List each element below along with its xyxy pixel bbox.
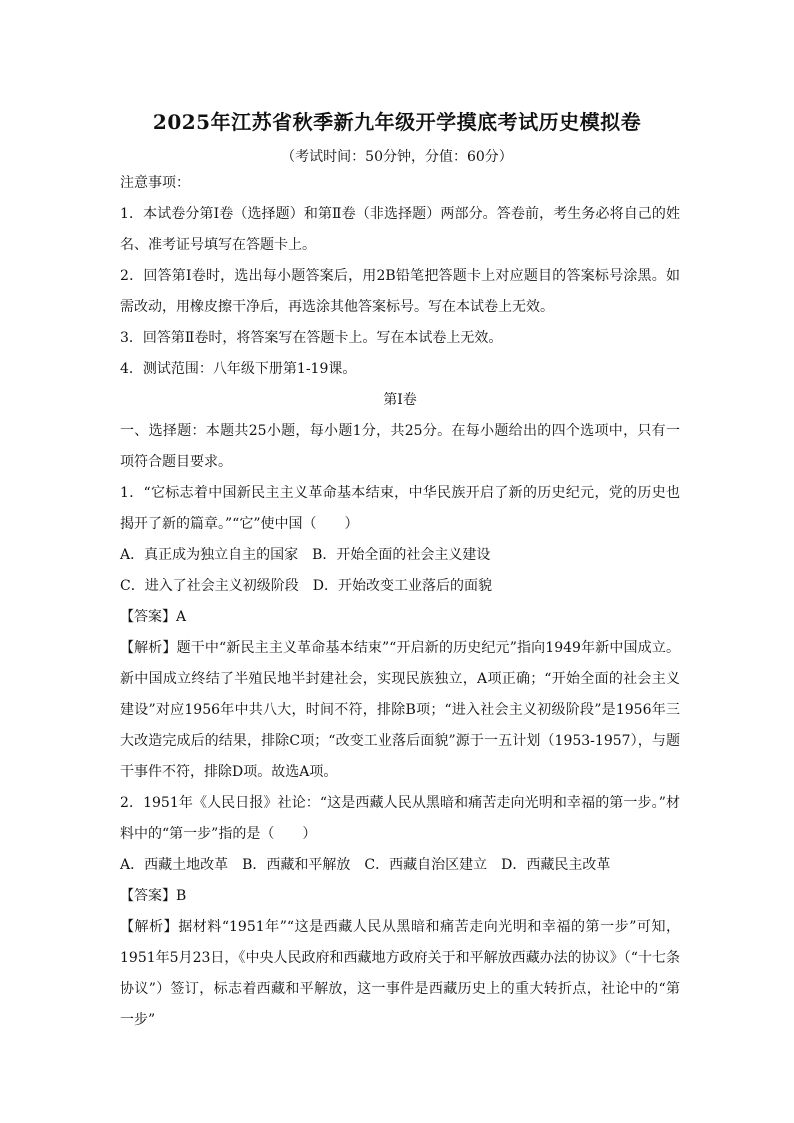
- question-2-options-row: [120, 850, 680, 881]
- document-body: [120, 168, 680, 1036]
- question-1-options-row-1: [120, 540, 680, 571]
- question-2-option-d: D．西藏民主改革: [501, 857, 611, 873]
- question-1-option-a: A．真正成为独立自主的国家: [120, 547, 299, 563]
- page-title: 2025年江苏省秋季新九年级开学摸底考试历史模拟卷: [152, 110, 642, 134]
- answer-value: B: [176, 888, 187, 904]
- question-1-stem: 1．“它标志着中国新民主主义革命基本结束，中华民族开启了新的历史纪元，党的历史也揭开了新的篇章。”“它”使中国（ ）: [120, 485, 680, 532]
- analysis-text: 据材料“1951年”“这是西藏人民从黑暗和痛苦走向光明和幸福的第一步”可知，1951年5月23日，《中央人民政府和西藏地方政府关于和平解放西藏办法的协议》（“十七条协议”）签订，标志着西藏和平解放，这一事件是西藏历史上的重大转折点，社论中的“第一步”: [120, 919, 681, 1028]
- section-instruction: 一、选择题：本题共25小题，每小题1分，共25分。在每小题给出的四个选项中，只有一项符合题目要求。: [120, 423, 680, 470]
- analysis-label: 【解析】: [120, 640, 177, 656]
- analysis-label: 【解析】: [120, 919, 179, 935]
- question-2-analysis: [120, 912, 680, 1036]
- question-2-option-a: A．西藏土地改革: [120, 857, 229, 873]
- notice-item-1: 1．本试卷分第Ⅰ卷（选择题）和第Ⅱ卷（非选择题）两部分。答卷前，考生务必将自己的姓名、准考证号填写在答题卡上。: [120, 206, 680, 253]
- exam-duration-score: （考试时间：50分钟，分值：60分）: [281, 149, 513, 165]
- answer-label: 【答案】: [120, 609, 176, 625]
- question-1-option-d: D．开始改变工业落后的面貌: [312, 578, 492, 594]
- question-2-option-b: B．西藏和平解放: [242, 857, 351, 873]
- notice-item-2: 2．回答第Ⅰ卷时，选出每小题答案后，用2B铅笔把答题卡上对应题目的答案标号涂黑。如需改动，用橡皮擦干净后，再选涂其他答案标号。写在本试卷上无效。: [120, 268, 680, 315]
- question-2-option-c: C．西藏自治区建立: [364, 857, 488, 873]
- notice-heading: 注意事项：: [120, 175, 190, 191]
- question-2-stem: 2．1951年《人民日报》社论：“这是西藏人民从黑暗和痛苦走向光明和幸福的第一步。”材料中的“第一步”指的是（ ）: [120, 795, 680, 842]
- answer-label: 【答案】: [120, 888, 176, 904]
- question-1-option-c: C．进入了社会主义初级阶段: [120, 578, 299, 594]
- analysis-text: 题干中“新民主主义革命基本结束”“开启新的历史纪元”指向1949年新中国成立。新中国成立终结了半殖民地半封建社会，实现民族独立，A项正确；“开始全面的社会主义建设”对应1956年中共八大，时间不符，排除B项；“进入社会主义初级阶段”是1956年三大改造完成后的结果，排除C项；“改变工业落后面貌”源于一五计划（1953-1957），与题干事件不符，排除D项。故选A项。: [120, 640, 680, 780]
- question-2-answer: [120, 881, 680, 912]
- question-1-analysis: [120, 633, 680, 788]
- section-label: 第Ⅰ卷: [383, 392, 417, 408]
- answer-value: A: [176, 609, 187, 625]
- notice-item-3: 3．回答第Ⅱ卷时，将答案写在答题卡上。写在本试卷上无效。: [120, 330, 503, 346]
- notice-item-4: 4．测试范围：八年级下册第1-19课。: [120, 361, 357, 377]
- question-1-option-b: B．开始全面的社会主义建设: [312, 547, 491, 563]
- question-1-answer: [120, 602, 680, 633]
- question-1-options-row-2: [120, 571, 680, 602]
